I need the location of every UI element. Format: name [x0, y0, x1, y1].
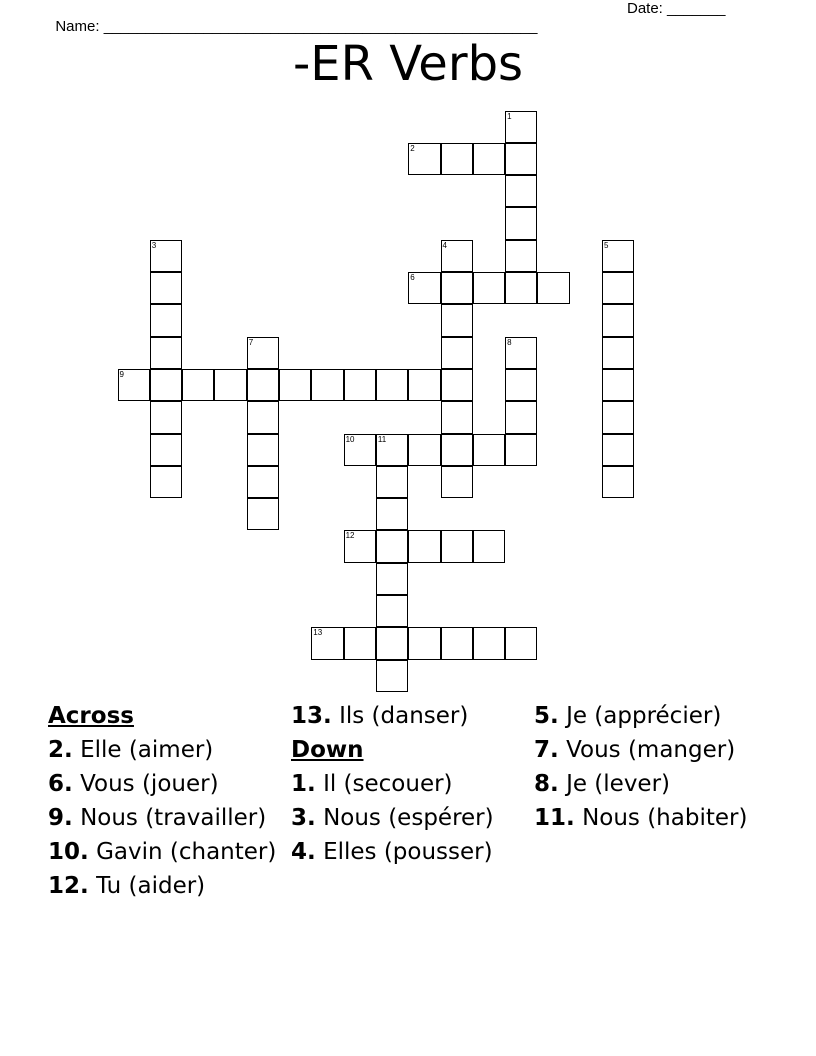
clue-item-text: Il (secouer)	[323, 771, 453, 797]
clue-number: 4	[442, 240, 447, 250]
clue-number: 12	[345, 531, 355, 541]
crossword-cell-5[interactable]	[602, 240, 634, 272]
clue-item-number: 5.	[534, 703, 559, 729]
crossword-cell[interactable]	[247, 434, 279, 466]
clue-item	[291, 702, 526, 730]
down-heading: Down	[291, 737, 364, 763]
crossword-cell[interactable]	[473, 627, 505, 659]
clue-item-number: 1.	[291, 771, 316, 797]
crossword-cell-1[interactable]	[505, 111, 537, 143]
crossword-cell[interactable]	[247, 466, 279, 498]
clue-item	[48, 872, 283, 900]
clue-item	[534, 804, 769, 832]
crossword-cell[interactable]	[473, 272, 505, 304]
clue-item-text: Nous (espérer)	[323, 805, 494, 831]
crossword-cell-8[interactable]	[505, 337, 537, 369]
crossword-cell[interactable]	[441, 272, 473, 304]
clue-item-number: 3.	[291, 805, 316, 831]
crossword-cell[interactable]	[376, 563, 408, 595]
clue-item	[291, 770, 526, 798]
clue-item	[48, 770, 283, 798]
crossword-cell[interactable]	[441, 304, 473, 336]
clues-column-2	[291, 702, 526, 872]
crossword-cell[interactable]	[537, 272, 569, 304]
clue-item	[48, 838, 283, 866]
clue-number: 2	[410, 143, 415, 153]
crossword-cell[interactable]	[376, 466, 408, 498]
clue-item-text: Elle (aimer)	[80, 737, 214, 763]
crossword-cell[interactable]	[150, 401, 182, 433]
crossword-cell[interactable]	[441, 143, 473, 175]
crossword-cell[interactable]	[441, 337, 473, 369]
clues-column-1	[48, 702, 283, 906]
crossword-cell[interactable]	[602, 434, 634, 466]
clue-item-number: 9.	[48, 805, 73, 831]
crossword-cell[interactable]	[376, 595, 408, 627]
clue-item-text: Nous (travailler)	[80, 805, 267, 831]
clue-item-text: Gavin (chanter)	[96, 839, 277, 865]
crossword-cell[interactable]	[473, 143, 505, 175]
clue-item-text: Tu (aider)	[96, 873, 206, 899]
clue-number: 11	[377, 434, 387, 444]
clue-item-number: 12.	[48, 873, 89, 899]
crossword-cell[interactable]	[505, 207, 537, 239]
crossword-cell[interactable]	[473, 434, 505, 466]
crossword-cell[interactable]	[182, 369, 214, 401]
crossword-cell-11[interactable]	[376, 434, 408, 466]
clue-item-text: Ils (danser)	[339, 703, 469, 729]
clue-item-text: Je (apprécier)	[566, 703, 722, 729]
crossword-cell[interactable]	[505, 434, 537, 466]
clue-item	[291, 804, 526, 832]
crossword-cell[interactable]	[408, 530, 440, 562]
crossword-cell-12[interactable]	[344, 530, 376, 562]
crossword-cell-10[interactable]	[344, 434, 376, 466]
crossword-cell[interactable]	[376, 498, 408, 530]
crossword-cell[interactable]	[376, 530, 408, 562]
clue-item-text: Je (lever)	[566, 771, 671, 797]
crossword-cell[interactable]	[376, 627, 408, 659]
clue-number: 10	[345, 434, 355, 444]
clue-item-text: Vous (jouer)	[80, 771, 219, 797]
clue-item-number: 13.	[291, 703, 332, 729]
crossword-cell[interactable]	[279, 369, 311, 401]
clue-item	[48, 736, 283, 764]
clue-number: 6	[410, 273, 415, 282]
clues-column-3	[534, 702, 769, 838]
clue-number: 3	[151, 240, 157, 250]
clue-item	[291, 838, 526, 866]
crossword-cell[interactable]	[408, 627, 440, 659]
clue-item-number: 6.	[48, 771, 73, 797]
crossword-cell[interactable]	[602, 337, 634, 369]
crossword-cell[interactable]	[441, 530, 473, 562]
clue-item	[534, 702, 769, 730]
crossword-cell[interactable]	[505, 143, 537, 175]
crossword-cell-7[interactable]	[247, 337, 279, 369]
clue-number: 5	[604, 240, 609, 250]
clue-number: 7	[248, 337, 254, 347]
crossword-cell-2[interactable]	[408, 143, 440, 175]
clue-item-text: Elles (pousser)	[323, 839, 493, 865]
crossword-cell[interactable]	[247, 401, 279, 433]
crossword-cell[interactable]	[376, 369, 408, 401]
crossword-cell[interactable]	[602, 466, 634, 498]
crossword-cell[interactable]	[344, 627, 376, 659]
crossword-cell[interactable]	[505, 627, 537, 659]
clue-item-number: 4.	[291, 839, 316, 865]
crossword-cell[interactable]	[441, 434, 473, 466]
crossword-cell[interactable]	[505, 369, 537, 401]
clue-number: 9	[119, 369, 124, 379]
crossword-cell[interactable]	[150, 434, 182, 466]
crossword-cell[interactable]	[376, 660, 408, 692]
clue-item-text: Vous (manger)	[566, 737, 736, 763]
crossword-cell[interactable]	[602, 272, 634, 304]
clue-item-number: 11.	[534, 805, 575, 831]
clue-item-text: Nous (habiter)	[582, 805, 748, 831]
crossword-cell[interactable]	[505, 175, 537, 207]
clue-item	[48, 804, 283, 832]
crossword-cell[interactable]	[505, 401, 537, 433]
crossword-cell[interactable]	[150, 466, 182, 498]
date-field-label: Date: _______	[627, 0, 726, 17]
clue-number: 1	[507, 111, 512, 121]
crossword-cell[interactable]	[602, 304, 634, 336]
clue-item-number: 7.	[534, 737, 559, 763]
crossword-cell[interactable]	[441, 466, 473, 498]
crossword-cell[interactable]	[150, 272, 182, 304]
crossword-cell[interactable]	[602, 401, 634, 433]
clue-number: 8	[507, 337, 512, 347]
crossword-cell[interactable]	[344, 369, 376, 401]
crossword-cell-3[interactable]	[150, 240, 182, 272]
clue-item-number: 8.	[534, 771, 559, 797]
crossword-cell[interactable]	[441, 369, 473, 401]
crossword-cell[interactable]	[150, 369, 182, 401]
crossword-cell[interactable]	[441, 627, 473, 659]
name-field-label: Name: ____________________________________________________	[55, 18, 538, 35]
crossword-cell[interactable]	[602, 369, 634, 401]
crossword-cell[interactable]	[441, 401, 473, 433]
crossword-cell[interactable]	[311, 369, 343, 401]
crossword-cell-4[interactable]	[441, 240, 473, 272]
crossword-cell-6[interactable]	[408, 272, 440, 304]
crossword-cell[interactable]	[150, 337, 182, 369]
page-title: -ER Verbs	[292, 36, 524, 92]
crossword-cell-9[interactable]	[118, 369, 150, 401]
clue-number: 13	[313, 628, 323, 638]
crossword-cell[interactable]	[505, 240, 537, 272]
crossword-cell[interactable]	[150, 304, 182, 336]
clue-item-number: 2.	[48, 737, 73, 763]
crossword-cell[interactable]	[408, 369, 440, 401]
clue-item	[534, 736, 769, 764]
crossword-cell[interactable]	[473, 530, 505, 562]
crossword-cell[interactable]	[505, 272, 537, 304]
clue-item	[534, 770, 769, 798]
across-heading: Across	[48, 703, 134, 729]
crossword-cell-13[interactable]	[311, 627, 343, 659]
crossword-cell[interactable]	[247, 498, 279, 530]
crossword-cell[interactable]	[408, 434, 440, 466]
clue-item-number: 10.	[48, 839, 89, 865]
crossword-cell[interactable]	[247, 369, 279, 401]
crossword-cell[interactable]	[214, 369, 246, 401]
